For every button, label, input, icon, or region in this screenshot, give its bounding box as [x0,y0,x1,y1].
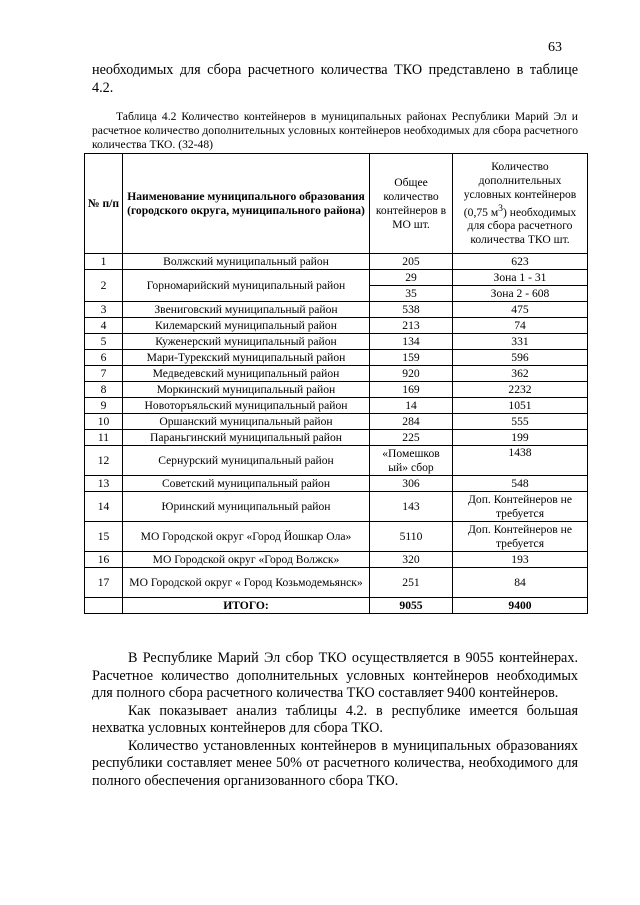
table-row: 13 Советский муниципальный район 306 548 [85,476,588,492]
table-row: 16 МО Городской округ «Город Волжск» 320 193 [85,552,588,568]
header-name: Наименование муниципального образования (городского округа, муниципального района) [123,154,370,254]
table-row: 6 Мари-Турекский муниципальный район 159 596 [85,350,588,366]
table-row: 17 МО Городской округ « Город Козьмодемьянск» 251 84 [85,568,588,598]
table-row: 5 Куженерский муниципальный район 134 331 [85,334,588,350]
body-paragraph: Как показывает анализ таблицы 4.2. в республике имеется большая нехватка условных контейнеров для сбора ТКО. [92,702,578,736]
table-header-row [85,154,588,254]
table-row: 15 МО Городской округ «Город Йошкар Ола» 5110 Доп. Контейнеров не требуется [85,522,588,552]
table-row: 35 Зона 2 - 608 [85,286,588,302]
body-paragraph: Количество установленных контейнеров в муниципальных образованиях республики составляет менее 50% от расчетного количества, необходимого для полного обеспечения организованного сбора ТКО. [92,737,578,789]
header-total: Общее количество контейнеров в МО шт. [370,154,453,254]
table-row: 3 Звениговский муниципальный район 538 475 [85,302,588,318]
table-row: 8 Моркинский муниципальный район 169 2232 [85,382,588,398]
table-row: 11 Параньгинский муниципальный район 225 199 [85,430,588,446]
table-total-row [85,598,588,614]
table-caption-text: Таблица 4.2 Количество контейнеров в муниципальных районах Республики Марий Эл и расчетное количество дополнительных условных контейнеров необходимых для сбора расчетного количества ТКО. (32-48) [92,110,578,151]
table-caption [92,110,578,152]
total-required: 9400 [453,598,588,614]
body-text [92,650,578,790]
table-row: 7 Медведевский муниципальный район 920 362 [85,366,588,382]
containers-table [84,153,588,614]
table-row: 1 Волжский муниципальный район 205 623 [85,254,588,270]
header-num: № п/п [85,154,123,254]
page-number: 63 [548,40,562,55]
body-paragraph: В Республике Марий Эл сбор ТКО осуществляется в 9055 контейнерах. Расчетное количество дополнительных условных контейнеров необходимых для полного сбора расчетного количества ТКО составляет 9400 контейнеров. [92,650,578,701]
table-row: 12 Сернурский муниципальный район «Помешков ый» сбор 1438 [85,446,588,476]
total-label: ИТОГО: [123,598,370,614]
table-row: 10 Оршанский муниципальный район 284 555 [85,414,588,430]
table-row: 14 Юринский муниципальный район 143 Доп. Контейнеров не требуется [85,492,588,522]
table-row: 4 Килемарский муниципальный район 213 74 [85,318,588,334]
header-required: Количество дополнительных условных контейнеров (0,75 $м^3$) необходимых для сбора расчетного количества ТКО шт. [453,154,588,254]
intro-paragraph: необходимых для сбора расчетного количества ТКО представлено в таблице 4.2. [92,62,578,96]
table-row: 2 Горномарийский муниципальный район 29 Зона 1 - 31 [85,270,588,286]
total-containers: 9055 [370,598,453,614]
table-row: 9 Новоторъяльский муниципальный район 14 1051 [85,398,588,414]
